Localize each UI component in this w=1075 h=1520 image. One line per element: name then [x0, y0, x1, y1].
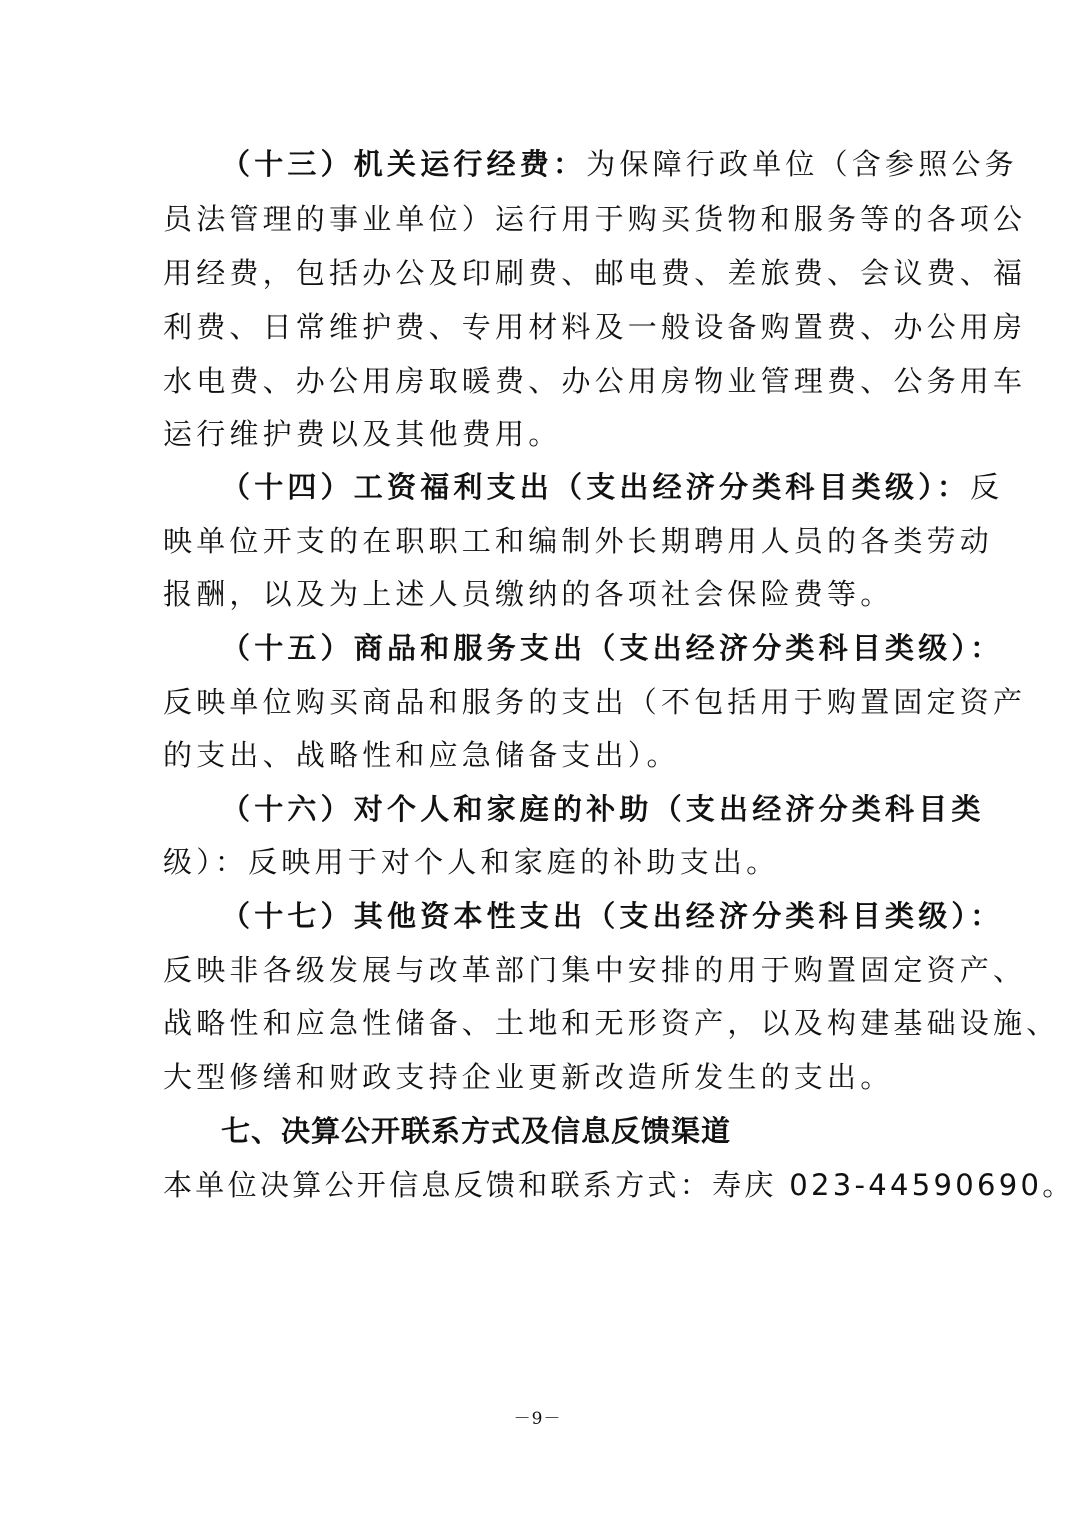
page-number: －9－ — [513, 1409, 562, 1429]
paragraph-13-line-1 — [221, 138, 1018, 190]
paragraph-13-line-4: 利费、日常维护费、专用材料及一般设备购置费、办公用房 — [163, 310, 1027, 344]
paragraph-15-line-2: 反映单位购买商品和服务的支出（不包括用于购置固定资产 — [163, 685, 1027, 719]
paragraph-14-line-2: 映单位开支的在职职工和编制外长期聘用人员的各类劳动 — [163, 524, 994, 558]
paragraph-17-line-2: 反映非各级发展与改革部门集中安排的用于购置固定资产、 — [163, 953, 1027, 987]
paragraph-17-line-3: 战略性和应急性储备、土地和无形资产，以及构建基础设施、 — [163, 1006, 1060, 1040]
paragraph-17-line-4: 大型修缮和财政支持企业更新改造所发生的支出。 — [163, 1060, 894, 1094]
item-16-title: （十六）对个人和家庭的补助（支出经济分类科目类 — [221, 792, 985, 826]
section-7-heading: 七、决算公开联系方式及信息反馈渠道 — [221, 1114, 732, 1148]
paragraph-16-line-2: 级）：反映用于对个人和家庭的补助支出。 — [163, 845, 780, 879]
paragraph-14-line-3: 报酬，以及为上述人员缴纳的各项社会保险费等。 — [163, 577, 894, 611]
paragraph-13-line-5: 水电费、办公用房取暖费、办公用房物业管理费、公务用车 — [163, 364, 1027, 398]
item-17-title: （十七）其他资本性支出（支出经济分类科目类级）： — [221, 899, 1004, 933]
item-13-title: （十三）机关运行经费： — [221, 147, 587, 181]
paragraph-13-line-2: 员法管理的事业单位）运行用于购买货物和服务等的各项公 — [163, 202, 1027, 236]
item-14-text: 反 — [970, 470, 1004, 504]
paragraph-14-line-1 — [221, 461, 1004, 513]
item-14-title: （十四）工资福利支出（支出经济分类科目类级）： — [221, 470, 971, 504]
item-15-title: （十五）商品和服务支出（支出经济分类科目类级）： — [221, 631, 1004, 665]
paragraph-13-line-3: 用经费，包括办公及印刷费、邮电费、差旅费、会议费、福 — [163, 256, 1027, 290]
item-13-text: 为保障行政单位（含参照公务 — [586, 147, 1018, 181]
paragraph-13-line-6: 运行维护费以及其他费用。 — [163, 417, 562, 451]
contact-line: 本单位决算公开信息反馈和联系方式：寿庆 023-44590690。 — [163, 1168, 1075, 1202]
paragraph-15-line-3: 的支出、战略性和应急储备支出）。 — [163, 738, 680, 772]
